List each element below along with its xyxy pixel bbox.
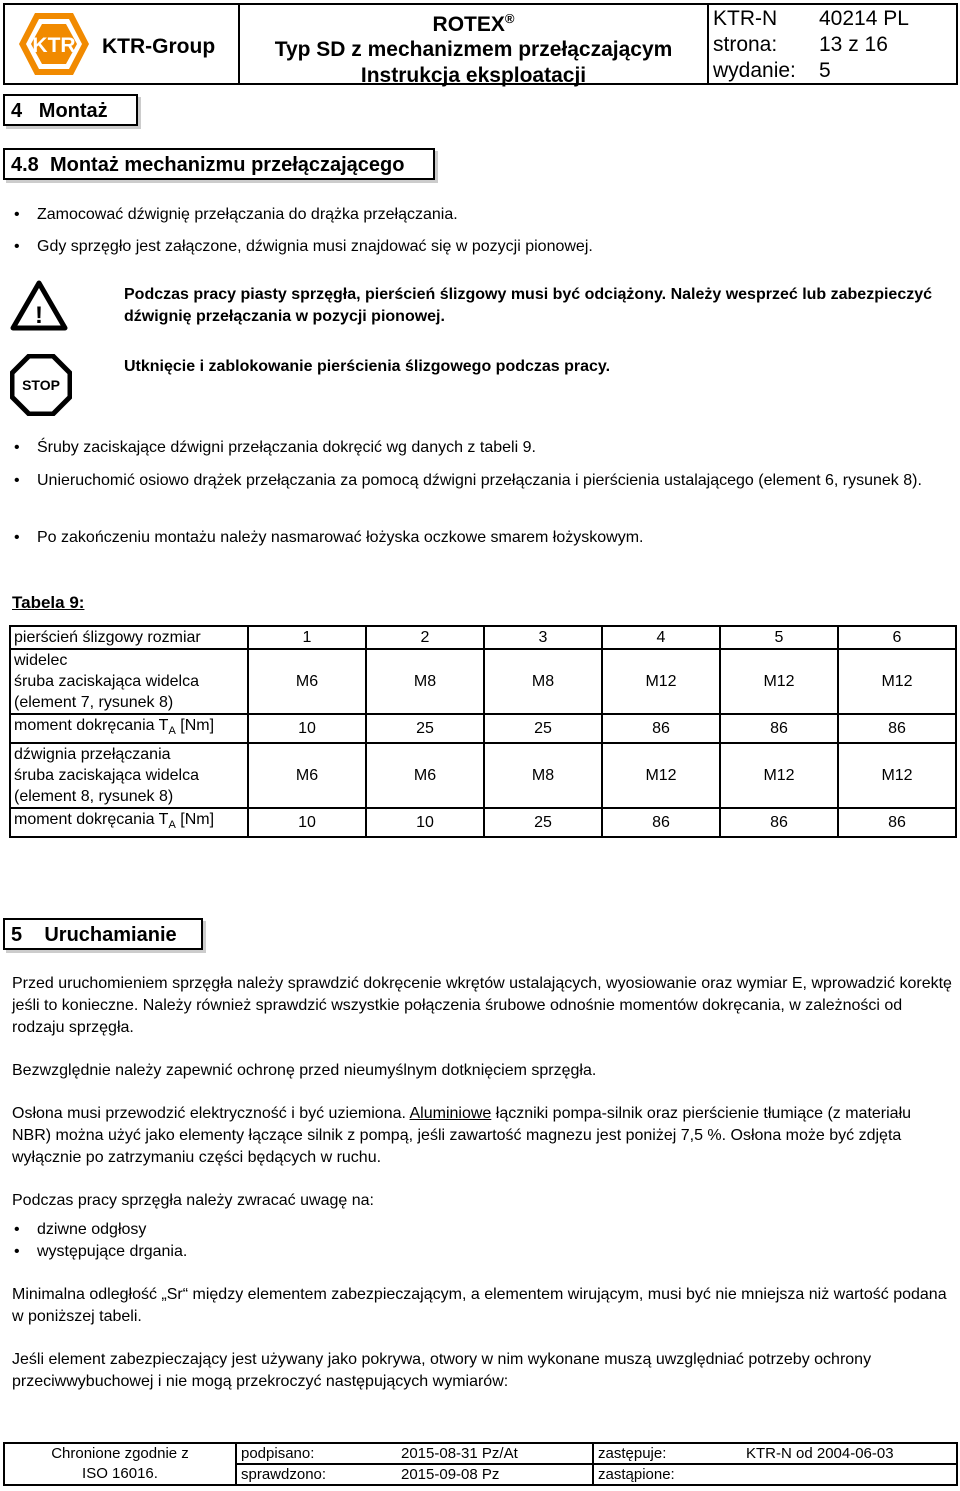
product-title: ROTEX	[432, 13, 505, 36]
list-item: • Gdy sprzęgło jest załączone, dźwignia musi znajdować się w pozycji pionowej.	[12, 236, 952, 258]
warning-text: Podczas pracy piasty sprzęgła, pierścień ślizgowy musi być odciążony. Należy wesprzeć lub zabezpieczyć dźwignię przełączania w pozycji pionowej.	[124, 286, 933, 325]
page-footer	[3, 1442, 958, 1486]
section-number: 5	[11, 924, 23, 946]
paragraph: Podczas pracy sprzęgła należy zwracać uwagę na:	[12, 1192, 374, 1209]
table-cell: 86	[720, 808, 838, 837]
section-4-heading	[3, 94, 138, 126]
page-label: strona:	[713, 33, 778, 56]
table-cell: moment dokręcania $T_A$ [Nm]	[10, 714, 248, 743]
section-5-heading	[3, 918, 203, 950]
replaced-value	[742, 1464, 957, 1485]
header-meta-cell	[709, 5, 956, 83]
edition-label: wydanie:	[713, 59, 796, 82]
iso-note: Chronione zgodnie z ISO 16016.	[4, 1443, 236, 1485]
section-title: Montaż mechanizmu przełączającego	[49, 154, 405, 176]
table-cell: 86	[602, 714, 720, 743]
table-cell: M6	[248, 649, 366, 714]
table-cell: M12	[838, 649, 956, 714]
table-cell: 6	[838, 626, 956, 649]
table-cell: pierścień ślizgowy rozmiar	[10, 626, 248, 649]
table-cell: M12	[720, 743, 838, 808]
checked-value: 2015-09-08 Pz	[397, 1464, 593, 1485]
list-item: • występujące drgania.	[12, 1241, 952, 1263]
brand-name: KTR-Group	[102, 35, 216, 58]
table-9-caption: Tabela 9:	[12, 593, 85, 612]
row-reference: (element 7, rysunek 8)	[14, 694, 174, 711]
warning-glyph: !	[35, 302, 43, 329]
section-title: Montaż	[38, 100, 108, 122]
list-item: • Po zakończeniu montażu należy nasmarować łożyska oczkowe smarem łożyskowym.	[12, 527, 952, 549]
header-title-cell	[240, 5, 709, 87]
table-cell	[10, 743, 248, 808]
stop-sign-icon	[10, 354, 72, 416]
table-cell: M8	[484, 743, 602, 808]
replaces-label: zastępuje:	[593, 1443, 742, 1464]
table-cell: 86	[720, 714, 838, 743]
table-cell: M12	[602, 743, 720, 808]
table-cell: moment dokręcania $T_A$ [Nm]	[10, 808, 248, 837]
table-cell	[10, 649, 248, 714]
product-subtitle: Typ SD z mechanizmem przełączającym	[274, 38, 673, 61]
tightening-torque-table	[9, 625, 957, 838]
doc-code-label: KTR-N	[713, 7, 778, 30]
stop-warning-text: Utknięcie i zablokowanie pierścienia ślizgowego podczas pracy.	[124, 358, 611, 375]
row-reference: (element 8, rysunek 8)	[14, 788, 174, 806]
page-number: 13 z 16	[819, 33, 888, 56]
table-cell: 86	[838, 808, 956, 837]
table-cell: 10	[248, 714, 366, 743]
table-cell: M12	[838, 743, 956, 808]
ktr-logo-icon	[17, 11, 91, 77]
section-4-8-heading	[3, 148, 435, 180]
paragraph: Osłona musi przewodzić elektryczność i być uziemiona. Aluminiowe łączniki pompa-silnik oraz pierścienie tłumiące (z materiału NBR) można użyć jako elementy łączące silnik z pompą, jeśli zawartość magnezu jest poniżej 7,5 %. Osłona może być zdjęta wyłącznie po zatrzymaniu części będących w ruchu.	[12, 1105, 912, 1166]
table-row	[10, 626, 956, 649]
table-row	[10, 808, 956, 837]
table-cell: M8	[484, 649, 602, 714]
table-cell: 10	[366, 808, 484, 837]
table-cell: M6	[248, 743, 366, 808]
checked-label: sprawdzono:	[236, 1464, 397, 1485]
row-label: śruba zaciskająca widelca	[14, 673, 199, 690]
list-item: • Zamocować dźwignię przełączania do drążka przełączania.	[12, 204, 952, 226]
paragraph: Jeśli element zabezpieczający jest używany jako pokrywa, otwory w nim wykonane muszą uwzględniać potrzeby ochrony przeciwwybuchowej i nie mogą przekroczyć następujących wymiarów:	[12, 1351, 872, 1390]
table-cell: 10	[248, 808, 366, 837]
section-number: 4	[11, 100, 23, 122]
section-title: Uruchamianie	[44, 924, 177, 946]
list-item: • Unieruchomić osiowo drążek przełączania za pomocą dźwigni przełączania i pierścienia ustalającego (element 6, rysunek 8).	[12, 470, 952, 492]
group-label: dźwignia przełączania	[14, 746, 171, 764]
logo-text: KTR	[32, 34, 76, 57]
table-cell: 25	[484, 714, 602, 743]
document-type: Instrukcja eksploatacji	[360, 64, 587, 87]
table-cell: 86	[838, 714, 956, 743]
table-cell: M6	[366, 743, 484, 808]
table-cell: 4	[602, 626, 720, 649]
row-label: śruba zaciskająca widelca	[14, 767, 199, 785]
product-name	[240, 7, 707, 37]
table-row	[10, 649, 956, 714]
warning-triangle-icon	[10, 280, 68, 332]
signed-value: 2015-08-31 Pz/At	[397, 1443, 593, 1464]
underlined-word: Aluminiowe	[409, 1105, 492, 1122]
table-cell: 3	[484, 626, 602, 649]
list-item: • Śruby zaciskające dźwigni przełączania dokręcić wg danych z tabeli 9.	[12, 437, 952, 459]
edition-number: 5	[819, 59, 831, 82]
table-cell: 2	[366, 626, 484, 649]
replaces-value: KTR-N od 2004-06-03	[742, 1443, 957, 1464]
table-cell: 25	[484, 808, 602, 837]
paragraph: Bezwzględnie należy zapewnić ochronę przed nieumyślnym dotknięciem sprzęgła.	[12, 1062, 597, 1079]
table-cell: 5	[720, 626, 838, 649]
registered-mark: ®	[504, 11, 515, 26]
table-row	[10, 714, 956, 743]
table-cell: 1	[248, 626, 366, 649]
table-row	[10, 743, 956, 808]
table-cell: 25	[366, 714, 484, 743]
table-cell: 86	[602, 808, 720, 837]
header-brand-cell	[5, 5, 240, 83]
table-cell: M8	[366, 649, 484, 714]
group-label: widelec	[14, 652, 68, 669]
table-cell: M12	[720, 649, 838, 714]
table-cell: M12	[602, 649, 720, 714]
paragraph: Przed uruchomieniem sprzęgła należy sprawdzić dokręcenie wkrętów ustalających, wyosiowanie oraz wymiar E, wprowadzić korektę jeśli to konieczne. Należy również sprawdzić wszystkie połączenia śrubowe odnośnie momentów dokręcania, w zależności od rodzaju sprzęgła.	[12, 975, 952, 1036]
doc-code: 40214 PL	[819, 7, 909, 30]
stop-text: STOP	[22, 377, 60, 393]
section-number: 4.8	[11, 154, 39, 176]
list-item: • dziwne odgłosy	[12, 1219, 952, 1241]
signed-label: podpisano:	[236, 1443, 397, 1464]
page-header	[3, 3, 958, 85]
paragraph: Minimalna odległość „Sr“ między elementem zabezpieczającym, a elementem wirującym, musi być nie mniejsza niż wartość podana w poniższej tabeli.	[12, 1286, 947, 1325]
replaced-label: zastąpione:	[593, 1464, 742, 1485]
